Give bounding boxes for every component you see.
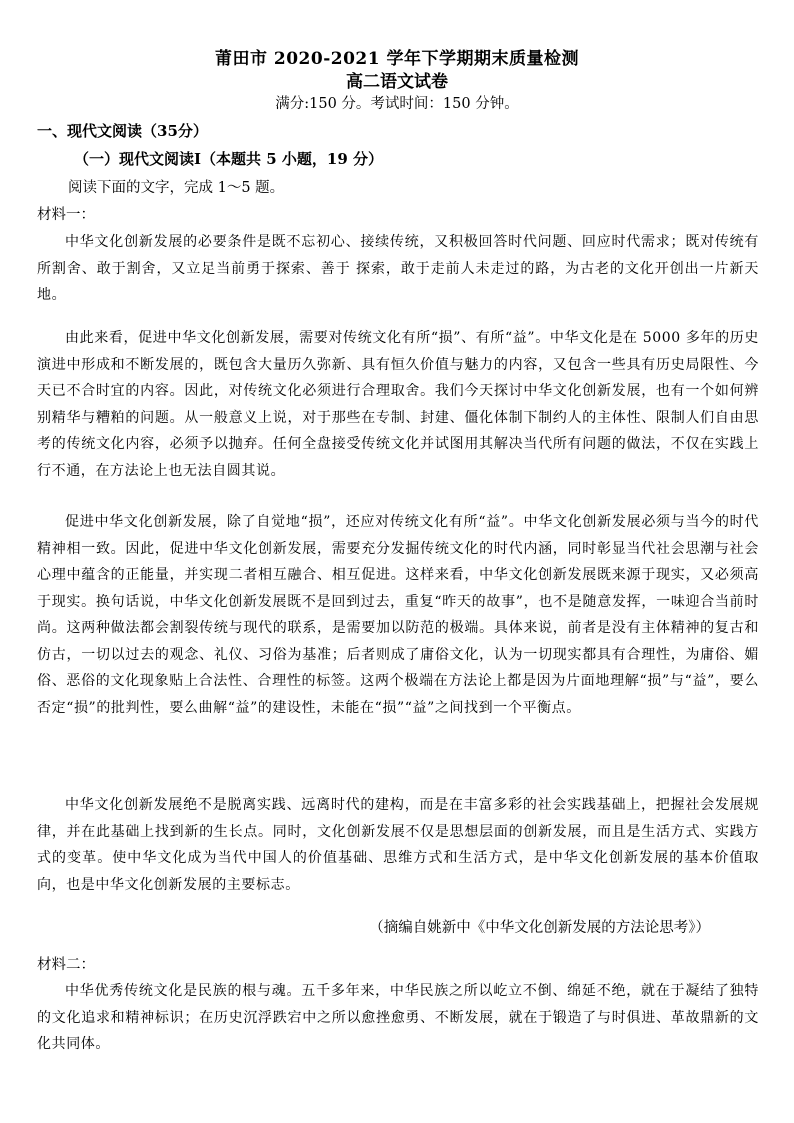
section-heading: 一、现代文阅读（35分） xyxy=(37,122,208,140)
exam-meta: 满分:150 分。考试时间：150 分钟。 xyxy=(275,96,519,112)
material-one-label: 材料一： xyxy=(37,207,95,223)
material-one-source: （摘编自姚新中《中华文化创新发展的方法论思考》） xyxy=(369,920,710,936)
material-two-label: 材料二： xyxy=(37,957,95,973)
material-two-paragraph-1: 中华优秀传统文化是民族的根与魂。五千多年来，中华民族之所以屹立不倒、绵延不绝，就在于凝结了独特的文化追求和精神标识；在历史沉浮跌宕中之所以愈挫愈勇、不断发展，就在于锻造了与时俱进、革故鼎新的文化共同体。 xyxy=(37,983,759,1052)
section-subheading: （一）现代文阅读Ⅰ（本题共 5 小题，19 分） xyxy=(74,150,383,168)
material-one-paragraph-2: 由此来看，促进中华文化创新发展，需要对传统文化有所“损”、有所“益”。中华文化是在 5000 多年的历史演进中形成和不断发展的，既包含大量历久弥新、具有恒久价值与魅力的内容，又包含一些具有历史局限性、今天已不合时宜的内容。因此，对传统文化必须进行合理取舍。我们今天探讨中华文化创新发展，也有一个如何辨别精华与糟粕的问题。从一般意义上说，对于那些在专制、封建、僵化体制下制约人的主体性、限制人们自由思考的传统文化内容，必须予以抛弃。任何全盘接受传统文化并试图用其解决当代所有问题的做法，不仅在实践上行不通，在方法论上也无法自圆其说。 xyxy=(37,330,759,479)
exam-subtitle: 高二语文试卷 xyxy=(346,72,448,92)
reading-instruction: 阅读下面的文字，完成 1～5 题。 xyxy=(68,180,285,196)
material-one-paragraph-1: 中华文化创新发展的必要条件是既不忘初心、接续传统，又积极回答时代问题、回应时代需求；既对传统有所割舍、敢于割舍，又立足当前勇于探索、善于 探索，敢于走前人未走过的路，为古老的文化开创出一片新天地。 xyxy=(37,234,759,303)
material-one-paragraph-3: 促进中华文化创新发展，除了自觉地“损”，还应对传统文化有所“益”。中华文化创新发展必须与当今的时代精神相一致。因此，促进中华文化创新发展，需要充分发掘传统文化的时代内涵，同时彰显当代社会思潮与社会心理中蕴含的正能量，并实现二者相互融合、相互促进。这样来看，中华文化创新发展既来源于现实，又必须高于现实。换句话说，中华文化创新发展既不是回到过去，重复“昨天的故事”，也不是随意发挥，一味迎合当前时尚。这两种做法都会割裂传统与现代的联系，是需要加以防范的极端。具体来说，前者是没有主体精神的复古和仿古，一切以过去的观念、礼仪、习俗为基准；后者则成了庸俗文化，认为一切现实都具有合理性，为庸俗、媚俗、恶俗的文化现象贴上合法性、合理性的标签。这两个极端在方法论上都是因为片面地理解“损”与“益”，要么否定“损”的批判性，要么曲解“益”的建设性，未能在“损”“益”之间找到一个平衡点。 xyxy=(37,514,759,716)
exam-title: 莆田市 2020-2021 学年下学期期末质量检测 xyxy=(214,49,580,69)
material-one-paragraph-4: 中华文化创新发展绝不是脱离实践、远离时代的建构，而是在丰富多彩的社会实践基础上，把握社会发展规律，并在此基础上找到新的生长点。同时，文化创新发展不仅是思想层面的创新发展，而且是生活方式、实践方式的变革。使中华文化成为当代中国人的价值基础、思维方式和生活方式，是中华文化创新发展的基本价值取向，也是中华文化创新发展的主要标志。 xyxy=(37,797,759,893)
